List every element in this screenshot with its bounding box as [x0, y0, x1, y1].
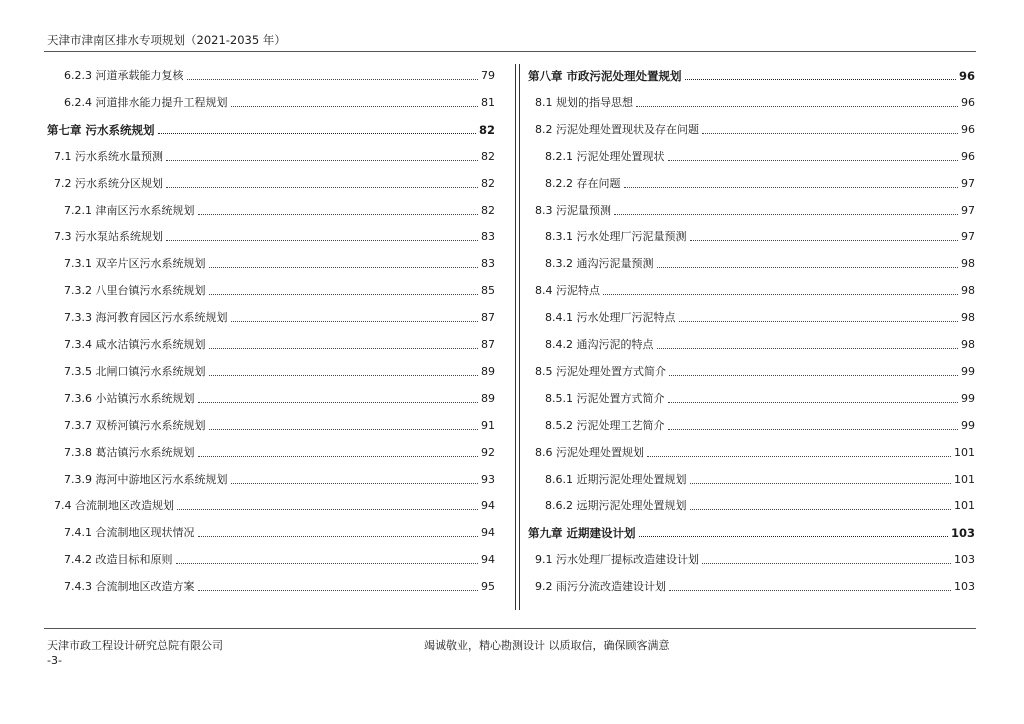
toc-entry-page: 82: [478, 122, 495, 137]
toc-entry-page: 97: [961, 203, 975, 217]
toc-entry[interactable]: [535, 445, 975, 461]
toc-entry[interactable]: [545, 391, 975, 407]
toc-entry[interactable]: [545, 310, 975, 326]
toc-entry-page: 89: [481, 364, 495, 378]
toc-entry[interactable]: [64, 391, 495, 407]
toc-entry-label: 7.4 合流制地区改造规划: [54, 499, 174, 513]
toc-entry-label: 8.5.2 污泥处理工艺简介: [545, 418, 665, 432]
dot-leader: [690, 239, 959, 241]
toc-entry-page: 94: [481, 553, 495, 567]
toc-entry-label: 8.3.1 污水处理厂污泥量预测: [545, 230, 687, 244]
toc-entry[interactable]: [545, 337, 975, 353]
toc-entry[interactable]: [54, 229, 495, 245]
toc-entry[interactable]: [64, 472, 495, 488]
dot-leader: [198, 535, 479, 537]
toc-entry[interactable]: [54, 176, 495, 192]
column-divider: [515, 64, 520, 610]
dot-leader: [166, 159, 478, 161]
toc-entry-label: 7.4.1 合流制地区现状情况: [64, 526, 195, 540]
dot-leader: [690, 482, 952, 484]
toc-entry-label: 9.2 雨污分流改造建设计划: [535, 580, 666, 594]
toc-entry-page: 82: [481, 203, 495, 217]
dot-leader: [198, 589, 479, 591]
toc-entry-page: 96: [958, 69, 975, 83]
toc-entry-label: 8.2.1 污泥处理处置现状: [545, 149, 665, 163]
dot-leader: [209, 374, 479, 376]
toc-entry-label: 6.2.4 河道排水能力提升工程规划: [64, 95, 228, 109]
toc-entry[interactable]: [64, 283, 495, 299]
toc-entry[interactable]: [545, 472, 975, 488]
toc-entry-page: 93: [481, 472, 495, 486]
dot-leader: [209, 266, 479, 268]
dot-leader: [669, 589, 951, 591]
toc-entry-page: 94: [481, 499, 495, 513]
toc-entry-label: 7.3 污水泵站系统规划: [54, 230, 163, 244]
toc-entry-label: 7.3.1 双辛片区污水系统规划: [64, 257, 206, 271]
dot-leader: [603, 293, 958, 295]
toc-entry[interactable]: [64, 337, 495, 353]
toc-entry[interactable]: [64, 552, 495, 568]
toc-entry-label: 7.3.7 双桥河镇污水系统规划: [64, 418, 206, 432]
dot-leader: [685, 78, 956, 80]
toc-entry[interactable]: [64, 445, 495, 461]
toc-entry-page: 87: [481, 311, 495, 325]
toc-entry[interactable]: [535, 552, 975, 568]
toc-entry-label: 8.2.2 存在问题: [545, 176, 621, 190]
toc-entry-page: 99: [961, 418, 975, 432]
dot-leader: [668, 159, 959, 161]
dot-leader: [669, 374, 958, 376]
toc-entry-label: 7.3.8 葛沽镇污水系统规划: [64, 445, 195, 459]
footer-company: 天津市政工程设计研究总院有限公司: [47, 639, 223, 652]
toc-entry-label: 8.6.1 近期污泥处理处置规划: [545, 472, 687, 486]
toc-entry-label: 8.4.2 通沟污泥的特点: [545, 338, 654, 351]
toc-entry-label: 7.4.2 改造目标和原则: [64, 553, 173, 567]
toc-entry-page: 98: [961, 284, 975, 298]
dot-leader: [614, 213, 958, 215]
toc-entry-page: 98: [961, 311, 975, 325]
toc-entry-label: 6.2.3 河道承载能力复核: [64, 69, 184, 82]
toc-entry-label: 第七章 污水系统规划: [47, 122, 155, 137]
toc-entry-label: 8.5.1 污泥处置方式简介: [545, 391, 665, 405]
toc-entry-page: 82: [481, 176, 495, 190]
toc-entry[interactable]: [64, 579, 495, 595]
toc-entry-label: 8.1 规划的指导思想: [535, 95, 633, 109]
toc-entry-page: 87: [481, 338, 495, 351]
toc-chapter-entry[interactable]: [528, 525, 975, 541]
toc-entry-page: 97: [961, 230, 975, 244]
toc-entry-page: 103: [954, 580, 975, 594]
toc-entry[interactable]: [64, 364, 495, 380]
toc-entry-page: 101: [954, 499, 975, 513]
dot-leader: [636, 105, 958, 107]
toc-entry-page: 94: [481, 526, 495, 540]
footer-slogan: 竭诚敬业，精心勘测设计 以质取信，确保顾客满意: [424, 639, 670, 652]
toc-entry-page: 99: [961, 391, 975, 405]
toc-entry-page: 83: [481, 230, 495, 244]
toc-entry-page: 103: [954, 553, 975, 567]
toc-entry[interactable]: [545, 176, 975, 192]
toc-entry-label: 7.2.1 津南区污水系统规划: [64, 203, 195, 217]
page-number: -3-: [47, 654, 62, 667]
toc-entry[interactable]: [545, 149, 975, 165]
dot-leader: [209, 347, 479, 349]
toc-entry-label: 7.2 污水系统分区规划: [54, 176, 163, 190]
dot-leader: [231, 482, 479, 484]
dot-leader: [158, 132, 476, 134]
toc-entry[interactable]: [535, 95, 975, 111]
toc-entry-page: 101: [954, 472, 975, 486]
toc-entry[interactable]: [64, 68, 495, 84]
dot-leader: [198, 401, 479, 403]
toc-chapter-entry[interactable]: [528, 68, 975, 84]
toc-entry-label: 7.3.9 海河中游地区污水系统规划: [64, 472, 228, 486]
toc-entry[interactable]: [64, 310, 495, 326]
toc-entry-label: 8.6 污泥处理处置规划: [535, 445, 644, 459]
toc-entry-label: 8.3 污泥量预测: [535, 203, 611, 217]
toc-entry-page: 92: [481, 445, 495, 459]
toc-entry[interactable]: [535, 283, 975, 299]
dot-leader: [679, 320, 959, 322]
toc-entry-label: 7.3.3 海河教育园区污水系统规划: [64, 311, 228, 325]
dot-leader: [624, 186, 959, 188]
toc-entry-label: 第九章 近期建设计划: [528, 526, 636, 541]
toc-entry-page: 103: [950, 526, 975, 541]
toc-entry[interactable]: [535, 579, 975, 595]
dot-leader: [198, 455, 479, 457]
dot-leader: [209, 428, 479, 430]
toc-entry[interactable]: [54, 498, 495, 514]
dot-leader: [702, 562, 951, 564]
dot-leader: [209, 293, 479, 295]
dot-leader: [166, 186, 478, 188]
toc-entry-label: 7.3.6 小站镇污水系统规划: [64, 391, 195, 405]
header-divider: [44, 51, 976, 52]
toc-entry[interactable]: [64, 95, 495, 111]
toc-entry-label: 第八章 市政污泥处理处置规划: [528, 69, 682, 83]
toc-entry-page: 85: [481, 284, 495, 298]
toc-entry-page: 98: [961, 338, 975, 351]
toc-entry[interactable]: [64, 256, 495, 272]
dot-leader: [702, 132, 958, 134]
toc-entry-page: 96: [961, 149, 975, 163]
toc-entry-page: 98: [961, 257, 975, 271]
dot-leader: [166, 239, 478, 241]
dot-leader: [668, 428, 959, 430]
toc-entry-label: 8.3.2 通沟污泥量预测: [545, 257, 654, 271]
toc-entry-label: 7.3.4 咸水沽镇污水系统规划: [64, 338, 206, 351]
toc-entry-page: 95: [481, 580, 495, 594]
dot-leader: [176, 562, 479, 564]
dot-leader: [647, 455, 951, 457]
toc-entry-label: 7.1 污水系统水量预测: [54, 149, 163, 163]
toc-entry-label: 8.2 污泥处理处置现状及存在问题: [535, 122, 699, 136]
toc-entry-label: 8.4 污泥特点: [535, 284, 600, 298]
toc-entry-page: 79: [481, 69, 495, 82]
toc-entry[interactable]: [545, 229, 975, 245]
dot-leader: [690, 508, 952, 510]
toc-entry-label: 8.4.1 污水处理厂污泥特点: [545, 311, 676, 325]
toc-entry-page: 81: [481, 95, 495, 109]
toc-entry[interactable]: [535, 203, 975, 219]
dot-leader: [668, 401, 959, 403]
toc-entry-page: 96: [961, 122, 975, 136]
toc-entry-label: 8.5 污泥处理处置方式简介: [535, 364, 666, 378]
toc-entry-page: 83: [481, 257, 495, 271]
dot-leader: [177, 508, 478, 510]
toc-entry[interactable]: [535, 122, 975, 138]
toc-entry-page: 97: [961, 176, 975, 190]
toc-entry[interactable]: [64, 525, 495, 541]
toc-entry-label: 8.6.2 远期污泥处理处置规划: [545, 499, 687, 513]
toc-entry-page: 99: [961, 364, 975, 378]
toc-chapter-entry[interactable]: [47, 122, 495, 138]
toc-entry[interactable]: [545, 498, 975, 514]
toc-entry-page: 96: [961, 95, 975, 109]
dot-leader: [657, 347, 959, 349]
toc-entry-page: 89: [481, 391, 495, 405]
footer-divider: [44, 628, 976, 629]
toc-entry-label: 7.3.2 八里台镇污水系统规划: [64, 284, 206, 298]
toc-entry-page: 91: [481, 418, 495, 432]
dot-leader: [657, 266, 959, 268]
toc-entry-page: 101: [954, 445, 975, 459]
dot-leader: [198, 213, 479, 215]
toc-entry[interactable]: [545, 418, 975, 434]
toc-entry[interactable]: [64, 203, 495, 219]
toc-entry[interactable]: [545, 256, 975, 272]
dot-leader: [639, 535, 948, 537]
toc-entry-page: 82: [481, 149, 495, 163]
toc-entry[interactable]: [64, 418, 495, 434]
dot-leader: [187, 78, 479, 80]
toc-entry-label: 7.3.5 北闸口镇污水系统规划: [64, 364, 206, 378]
dot-leader: [231, 320, 479, 322]
dot-leader: [231, 105, 479, 107]
header-title: 天津市津南区排水专项规划（2021-2035 年）: [47, 33, 286, 47]
toc-entry-label: 7.4.3 合流制地区改造方案: [64, 580, 195, 594]
toc-entry[interactable]: [535, 364, 975, 380]
toc-entry-label: 9.1 污水处理厂提标改造建设计划: [535, 553, 699, 567]
toc-entry[interactable]: [54, 149, 495, 165]
